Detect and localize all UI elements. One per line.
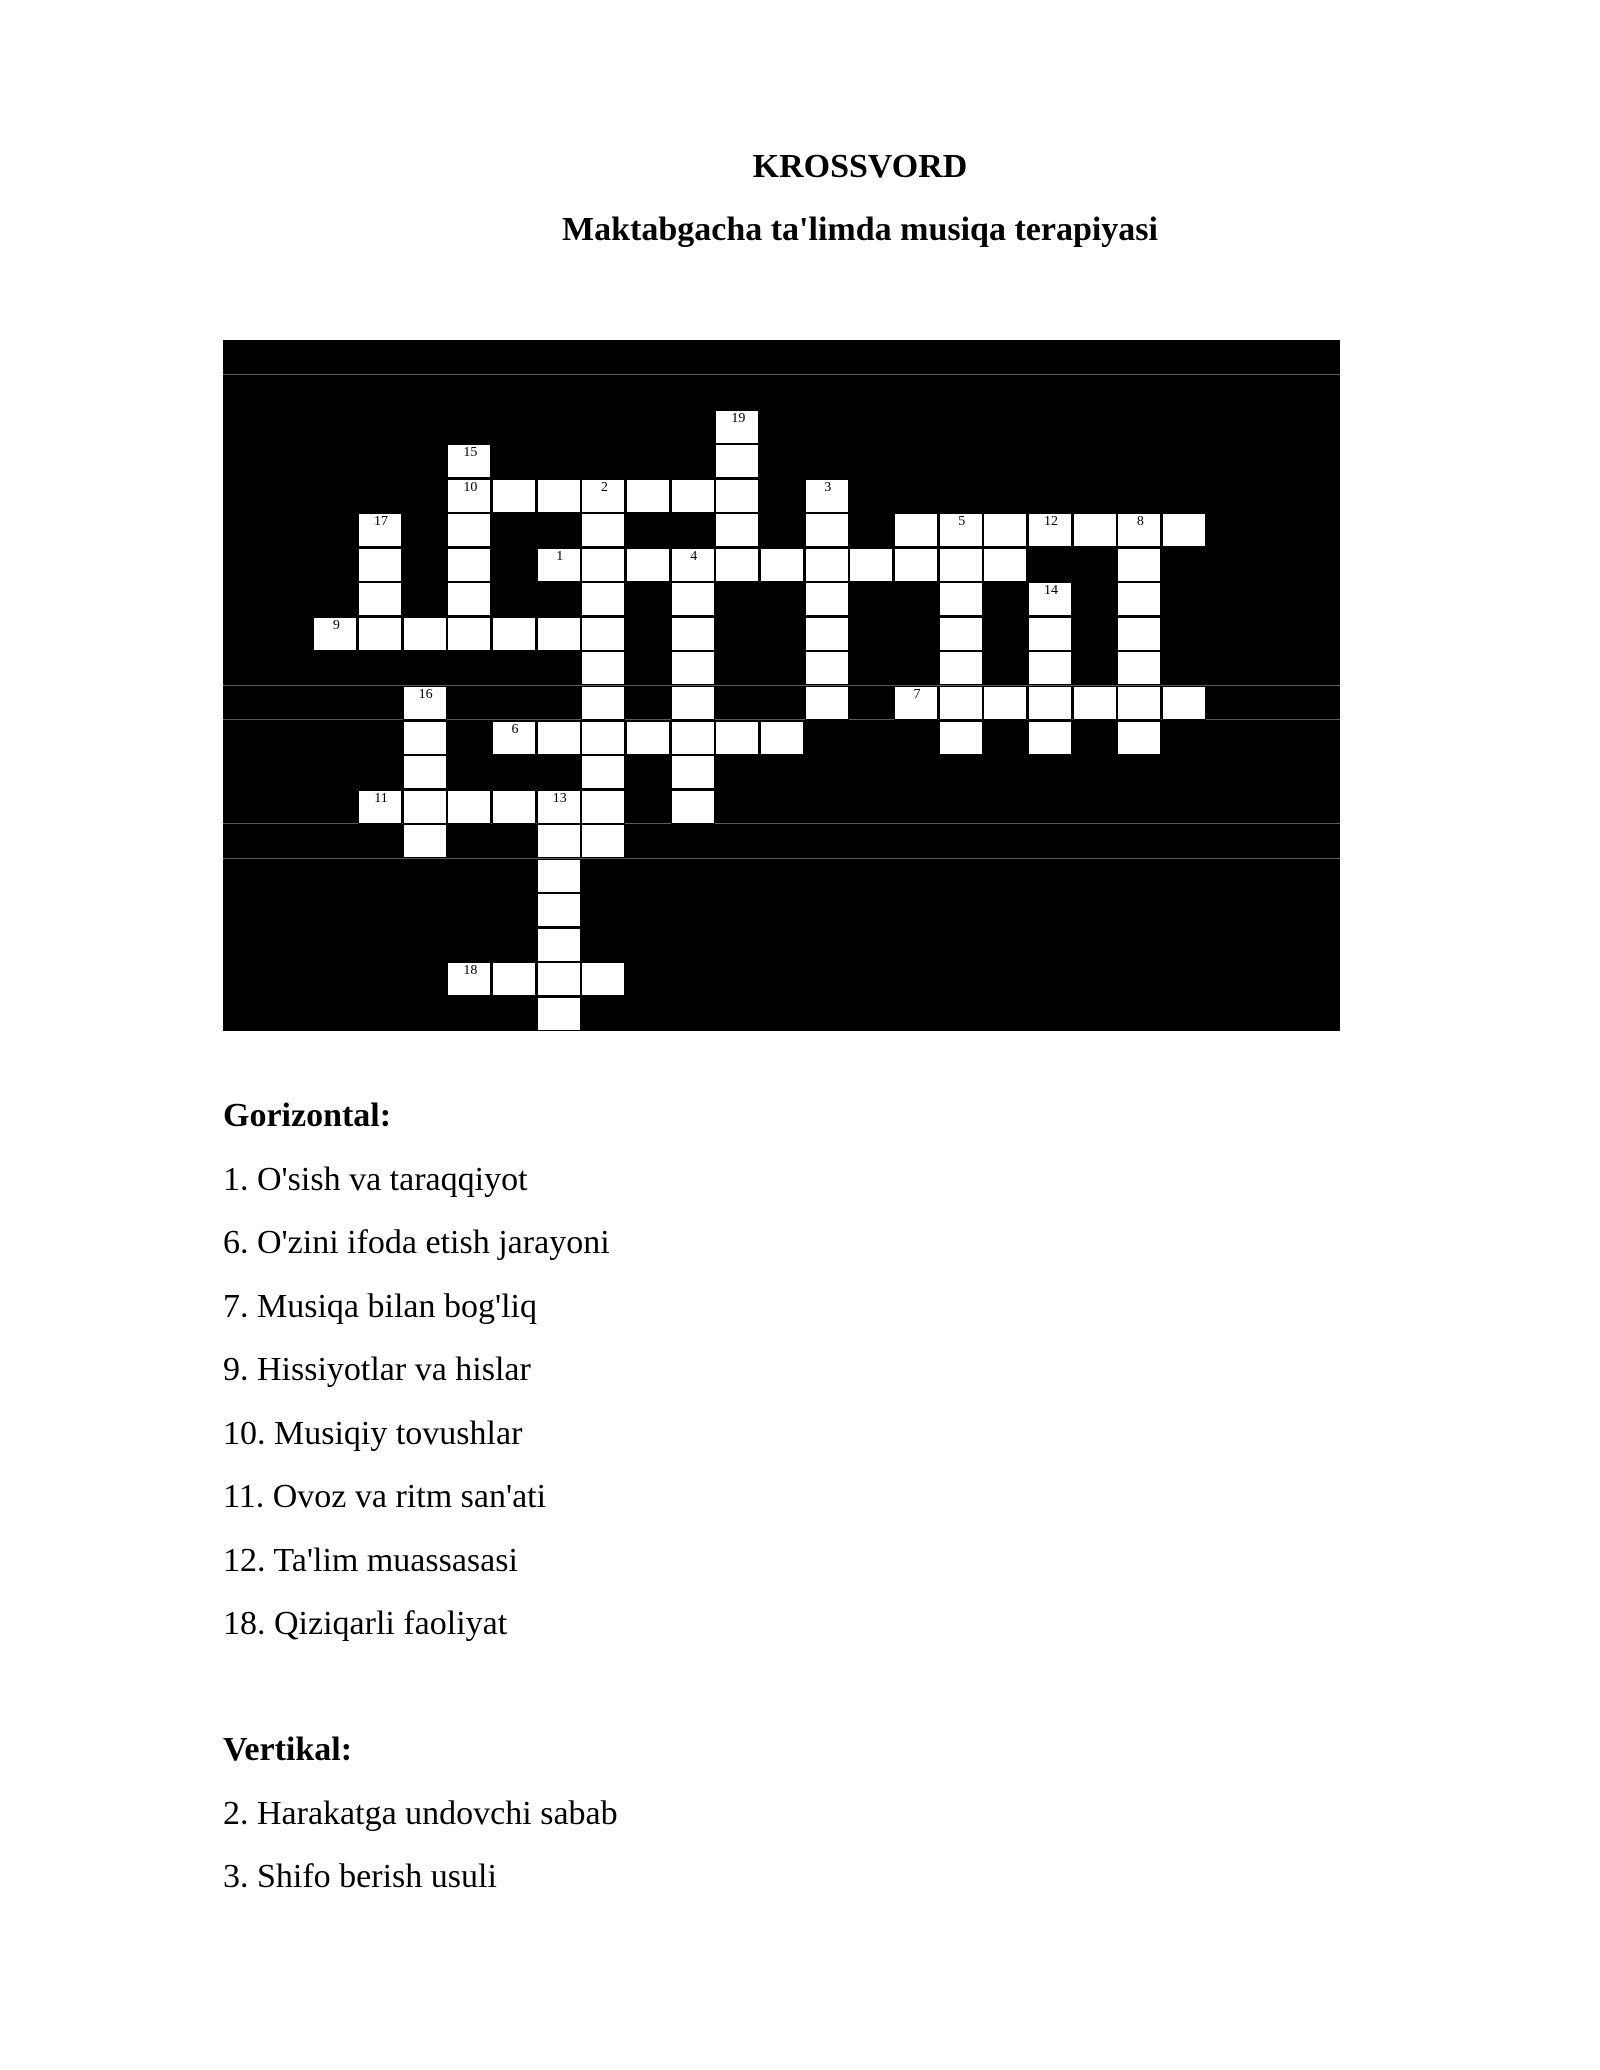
horizontal-clue: 9. Hissiyotlar va hislar	[223, 1351, 531, 1388]
crossword-cell[interactable]	[1162, 686, 1206, 720]
crossword-cell[interactable]	[581, 651, 625, 685]
crossword-cell[interactable]	[983, 548, 1027, 582]
crossword-grid	[223, 340, 1340, 1031]
crossword-cell[interactable]	[492, 721, 536, 755]
crossword-cell[interactable]	[1117, 686, 1161, 720]
crossword-cell[interactable]	[1028, 513, 1072, 547]
crossword-cell[interactable]	[939, 582, 983, 616]
horizontal-clue: 6. O'zini ifoda etish jarayoni	[223, 1224, 610, 1261]
crossword-cell[interactable]	[358, 513, 402, 547]
crossword-cell[interactable]	[537, 790, 581, 824]
crossword-cell[interactable]	[671, 651, 715, 685]
crossword-cell[interactable]	[1028, 617, 1072, 651]
crossword-cell[interactable]	[1117, 582, 1161, 616]
crossword-cell[interactable]	[403, 790, 447, 824]
crossword-cell[interactable]	[447, 962, 491, 996]
crossword-cell[interactable]	[1028, 651, 1072, 685]
crossword-cell[interactable]	[671, 721, 715, 755]
crossword-cell[interactable]	[447, 582, 491, 616]
crossword-cell[interactable]	[581, 548, 625, 582]
clue-number: 12	[1044, 514, 1059, 530]
crossword-cell[interactable]	[581, 582, 625, 616]
crossword-cell[interactable]	[1162, 513, 1206, 547]
crossword-cell[interactable]	[581, 617, 625, 651]
crossword-cell[interactable]	[894, 686, 938, 720]
crossword-cell[interactable]	[983, 513, 1027, 547]
crossword-cell[interactable]	[447, 444, 491, 478]
clue-number: 17	[374, 514, 388, 530]
clue-number: 18	[463, 963, 478, 979]
crossword-cell[interactable]	[671, 686, 715, 720]
horizontal-clue: 10. Musiqiy tovushlar	[223, 1415, 523, 1452]
crossword-cell[interactable]	[849, 548, 893, 582]
crossword-cell[interactable]	[492, 617, 536, 651]
crossword-cell[interactable]	[626, 479, 670, 513]
crossword-cell[interactable]	[760, 721, 804, 755]
clue-number: 3	[824, 479, 832, 495]
crossword-cell[interactable]	[403, 617, 447, 651]
clue-number: 7	[913, 686, 921, 702]
crossword-cell[interactable]	[492, 479, 536, 513]
crossword-cell[interactable]	[581, 721, 625, 755]
crossword-cell[interactable]	[715, 721, 759, 755]
crossword-cell[interactable]	[447, 513, 491, 547]
crossword-cell[interactable]	[626, 721, 670, 755]
crossword-cell[interactable]	[537, 721, 581, 755]
crossword-cell[interactable]	[715, 410, 759, 444]
horizontal-clue: 12. Ta'lim muassasasi	[223, 1542, 518, 1579]
crossword-cell[interactable]	[1073, 513, 1117, 547]
crossword-cell[interactable]	[626, 548, 670, 582]
crossword-cell[interactable]	[403, 824, 447, 858]
crossword-cell[interactable]	[447, 790, 491, 824]
crossword-cell[interactable]	[358, 617, 402, 651]
crossword-cell[interactable]	[537, 548, 581, 582]
clue-number: 8	[1136, 514, 1144, 530]
crossword-cell[interactable]	[805, 686, 849, 720]
crossword-cell[interactable]	[313, 617, 357, 651]
crossword-cell[interactable]	[537, 859, 581, 893]
crossword-cell[interactable]	[537, 928, 581, 962]
crossword-cell[interactable]	[1117, 651, 1161, 685]
crossword-cell[interactable]	[581, 479, 625, 513]
crossword-cell[interactable]	[939, 651, 983, 685]
crossword-cell[interactable]	[715, 548, 759, 582]
crossword-cell[interactable]	[1028, 721, 1072, 755]
crossword-cell[interactable]	[581, 824, 625, 858]
crossword-cell[interactable]	[447, 617, 491, 651]
clue-number: 2	[600, 479, 608, 495]
vertical-heading: Vertikal:	[223, 1731, 353, 1768]
crossword-cell[interactable]	[983, 686, 1027, 720]
vertical-clue: 2. Harakatga undovchi sabab	[223, 1795, 618, 1832]
crossword-cell[interactable]	[671, 548, 715, 582]
clue-number: 4	[690, 548, 698, 564]
clue-number: 10	[463, 479, 478, 495]
crossword-cell[interactable]	[715, 479, 759, 513]
crossword-cell[interactable]	[671, 755, 715, 789]
crossword-cell[interactable]	[805, 479, 849, 513]
crossword-cell[interactable]	[581, 686, 625, 720]
crossword-cell[interactable]	[939, 721, 983, 755]
crossword-cell[interactable]	[715, 444, 759, 478]
crossword-cell[interactable]	[403, 721, 447, 755]
crossword-cell[interactable]	[1117, 513, 1161, 547]
crossword-cell[interactable]	[671, 582, 715, 616]
crossword-cell[interactable]	[358, 548, 402, 582]
crossword-cell[interactable]	[358, 790, 402, 824]
crossword-cell[interactable]	[581, 513, 625, 547]
clue-number: 15	[463, 445, 478, 461]
grid-divider	[223, 858, 1340, 859]
crossword-cell[interactable]	[671, 617, 715, 651]
crossword-cell[interactable]	[537, 617, 581, 651]
horizontal-clue: 7. Musiqa bilan bog'liq	[223, 1288, 538, 1325]
horizontal-clue: 1. O'sish va taraqqiyot	[223, 1161, 528, 1198]
crossword-cell[interactable]	[939, 686, 983, 720]
crossword-cell[interactable]	[939, 548, 983, 582]
horizontal-clue: 18. Qiziqarli faoliyat	[223, 1605, 508, 1642]
crossword-cell[interactable]	[537, 997, 581, 1031]
crossword-cell[interactable]	[537, 893, 581, 927]
crossword-cell[interactable]	[805, 548, 849, 582]
clue-number: 11	[374, 790, 388, 806]
clue-number: 19	[731, 410, 746, 426]
clue-number: 6	[511, 721, 519, 737]
crossword-cell[interactable]	[537, 824, 581, 858]
crossword-cell[interactable]	[894, 513, 938, 547]
page-subtitle: Maktabgacha ta'limda musiqa terapiyasi	[562, 211, 1158, 248]
crossword-cell[interactable]	[939, 513, 983, 547]
clue-number: 5	[958, 514, 966, 530]
page-title: KROSSVORD	[752, 148, 968, 185]
crossword-cell[interactable]	[1117, 721, 1161, 755]
horizontal-clue: 11. Ovoz va ritm san'ati	[223, 1478, 547, 1515]
clue-number: 9	[332, 617, 340, 633]
horizontal-heading: Gorizontal:	[223, 1097, 392, 1134]
crossword-cell[interactable]	[760, 548, 804, 582]
crossword-cell[interactable]	[805, 651, 849, 685]
crossword-cell[interactable]	[403, 755, 447, 789]
vertical-clue: 3. Shifo berish usuli	[223, 1858, 497, 1895]
crossword-cell[interactable]	[894, 548, 938, 582]
crossword-cell[interactable]	[447, 479, 491, 513]
crossword-cell[interactable]	[492, 790, 536, 824]
crossword-cell[interactable]	[1073, 686, 1117, 720]
crossword-cell[interactable]	[1028, 582, 1072, 616]
crossword-cell[interactable]	[447, 548, 491, 582]
clue-number: 14	[1044, 583, 1059, 599]
clue-number: 16	[418, 686, 433, 702]
clue-number: 1	[556, 548, 564, 564]
grid-divider	[223, 374, 1340, 375]
crossword-cell[interactable]	[1117, 617, 1161, 651]
crossword-cell[interactable]	[1028, 686, 1072, 720]
crossword-cell[interactable]	[581, 790, 625, 824]
crossword-cell[interactable]	[537, 479, 581, 513]
crossword-cell[interactable]	[939, 617, 983, 651]
crossword-cell[interactable]	[805, 582, 849, 616]
crossword-cell[interactable]	[671, 790, 715, 824]
crossword-cell[interactable]	[581, 962, 625, 996]
crossword-cell[interactable]	[671, 479, 715, 513]
crossword-cell[interactable]	[492, 962, 536, 996]
crossword-cell[interactable]	[537, 962, 581, 996]
crossword-cell[interactable]	[715, 513, 759, 547]
crossword-cell[interactable]	[1117, 548, 1161, 582]
crossword-cell[interactable]	[358, 582, 402, 616]
crossword-cell[interactable]	[581, 755, 625, 789]
crossword-cell[interactable]	[805, 617, 849, 651]
clue-number: 13	[552, 790, 567, 806]
crossword-cell[interactable]	[805, 513, 849, 547]
crossword-cell[interactable]	[403, 686, 447, 720]
